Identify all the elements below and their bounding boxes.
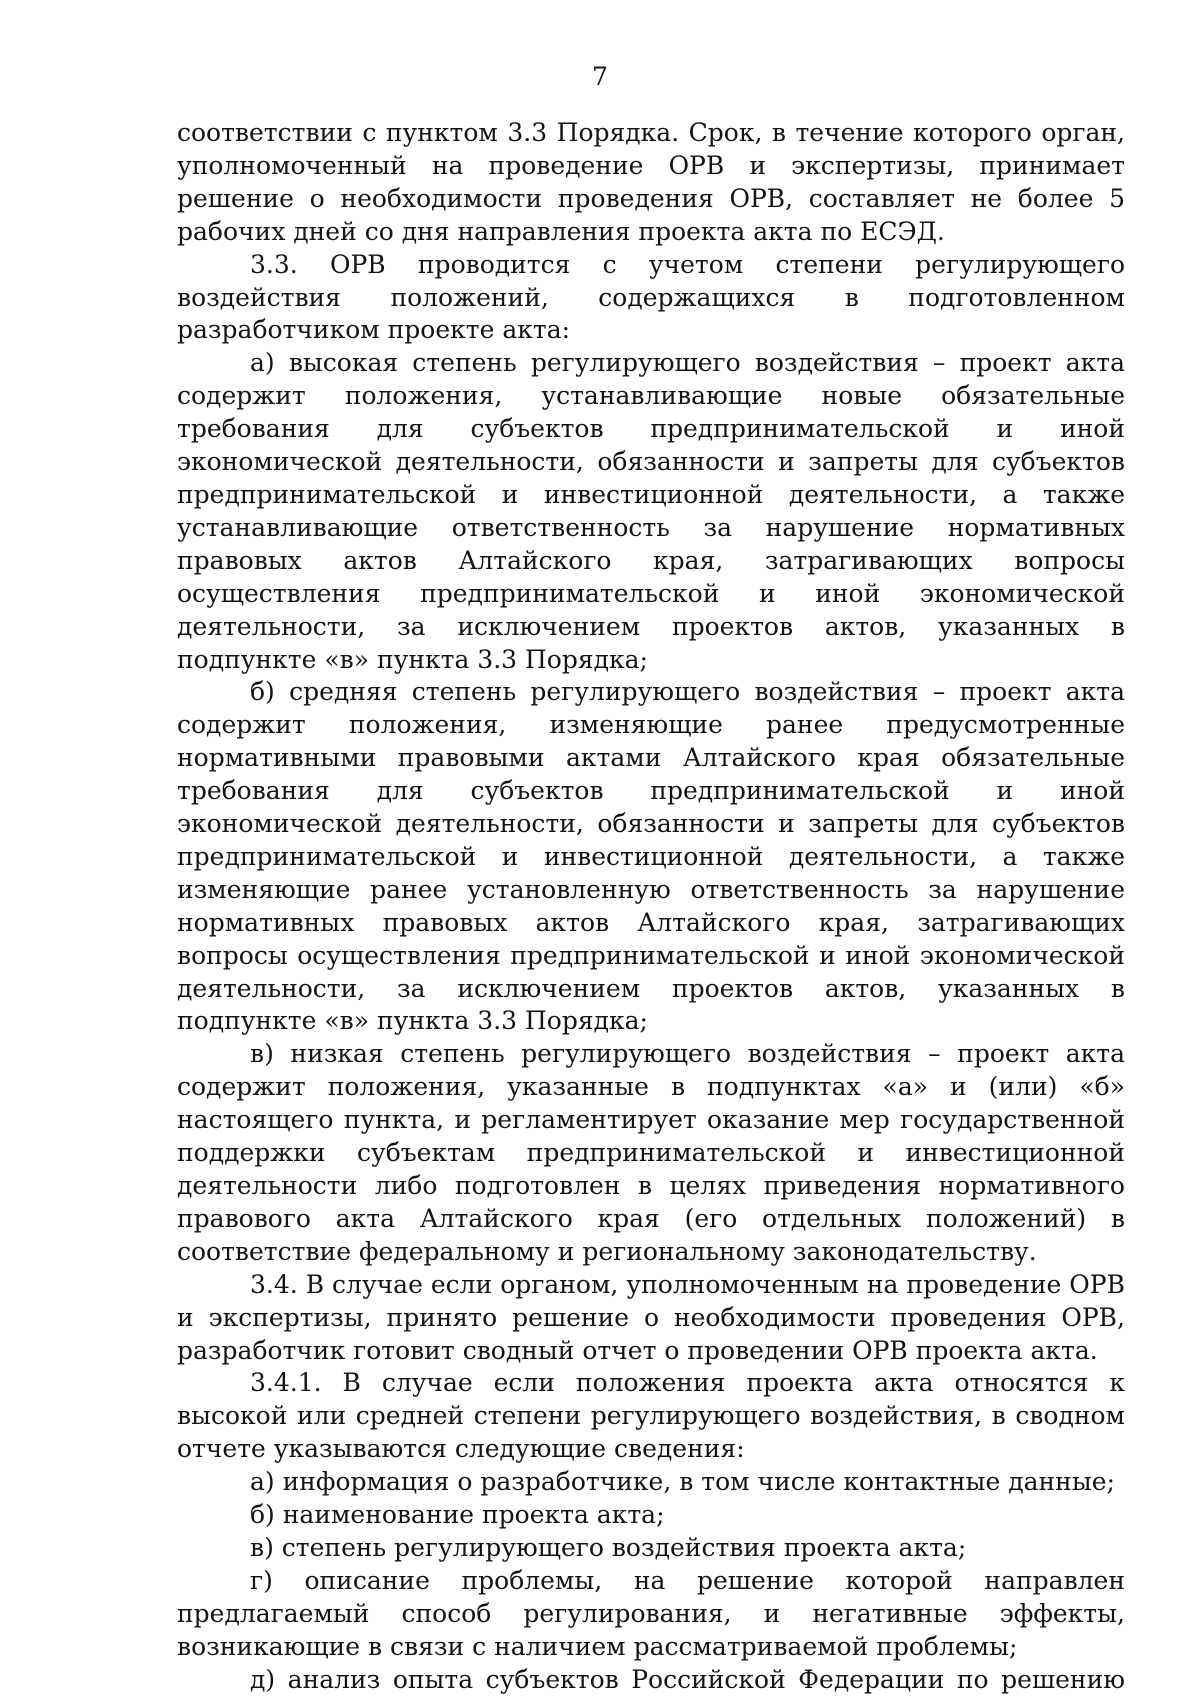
paragraph-3-4-1: 3.4.1. В случае если положения проекта акта относятся к высокой или средней степени регулирующего воздействия, в сводном отчете указываются следующие сведения:	[177, 1368, 1125, 1464]
paragraph-3-3-b: б) средняя степень регулирующего воздействия – проект акта содержит положения, изменяющие ранее предусмотренные нормативными правовыми актами Алтайского края обязательные требования для субъектов предпринимательской и иной экономической деятельности, обязанности и запреты для субъектов предпринимательской и инвестиционной деятельности, а также изменяющие ранее установленную ответственность за нарушение нормативных правовых актов Алтайского края, затрагивающих вопросы осуществления предпринимательской и иной экономической деятельности, за исключением проектов актов, указанных в подпункте «в» пункта 3.3 Порядка;	[177, 677, 1125, 1036]
document-body	[177, 117, 1125, 1697]
paragraph-3-3-v: в) низкая степень регулирующего воздействия – проект акта содержит положения, указанные в подпунктах «а» и (или) «б» настоящего пункта, и регламентирует оказание мер государственной поддержки субъектам предпринимательской и инвестиционной деятельности либо подготовлен в целях приведения нормативного правового акта Алтайского края (его отдельных положений) в соответствие федеральному и региональному законодательству.	[177, 1039, 1125, 1266]
paragraph-3-4-1-b: б) наименование проекта акта;	[250, 1500, 665, 1530]
page-number: 7	[592, 62, 608, 91]
paragraph-3-4: 3.4. В случае если органом, уполномоченным на проведение ОРВ и экспертизы, принято решение о необходимости проведения ОРВ, разработчик готовит сводный отчет о проведении ОРВ проекта акта.	[177, 1269, 1125, 1365]
paragraph-3-4-1-a: а) информация о разработчике, в том числе контактные данные;	[250, 1467, 1115, 1497]
paragraph-3-4-1-d: д) анализ опыта субъектов Российской Федерации по решению	[250, 1664, 1125, 1694]
paragraph-3-3-a: а) высокая степень регулирующего воздействия – проект акта содержит положения, устанавливающие новые обязательные требования для субъектов предпринимательской и иной экономической деятельности, обязанности и запреты для субъектов предпринимательской и инвестиционной деятельности, а также устанавливающие ответственность за нарушение нормативных правовых актов Алтайского края, затрагивающих вопросы осуществления предпринимательской и иной экономической деятельности, за исключением проектов актов, указанных в подпункте «в» пункта 3.3 Порядка;	[177, 348, 1125, 674]
paragraph-3-4-1-v: в) степень регулирующего воздействия проекта акта;	[250, 1532, 967, 1562]
paragraph-3-4-1-g: г) описание проблемы, на решение которой направлен предлагаемый способ регулирования, и негативные эффекты, возникающие в связи с наличием рассматриваемой проблемы;	[177, 1565, 1125, 1661]
paragraph-continuation: соответствии с пунктом 3.3 Порядка. Срок, в течение которого орган, уполномоченный на проведение ОРВ и экспертизы, принимает решение о необходимости проведения ОРВ, составляет не более 5 рабочих дней со дня направления проекта акта по ЕСЭД.	[177, 118, 1125, 246]
paragraph-3-3: 3.3. ОРВ проводится с учетом степени регулирующего воздействия положений, содержащихся в подготовленном разработчиком проекте акта:	[177, 249, 1125, 345]
